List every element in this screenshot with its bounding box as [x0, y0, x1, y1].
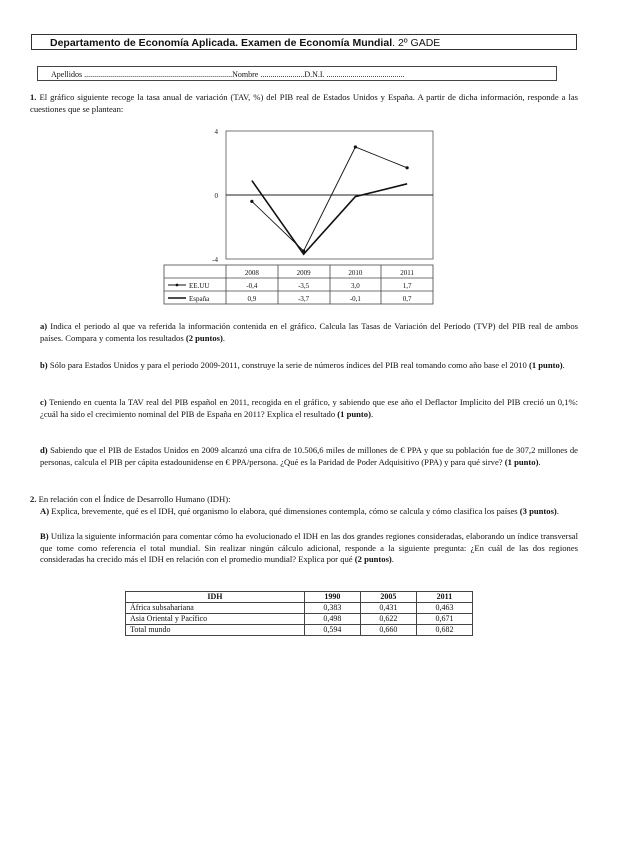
q1-b-label: b) — [40, 360, 48, 370]
x-tick-label: 2010 — [348, 269, 363, 277]
q1-a: a) Indica el periodo al que va referida la información contenida en el gráfico. Calcula las Tasas de Variación del Periodo (TVP) del PIB real de ambos países. Compara y comenta los resultados (2 puntos). — [40, 321, 578, 343]
y-tick-label: 0 — [214, 192, 218, 200]
idh-value-cell: 0,622 — [360, 614, 416, 625]
q1-c-label: c) — [40, 397, 47, 407]
idh-table-header — [126, 592, 473, 603]
idh-value-cell: 0,660 — [360, 625, 416, 636]
y-tick-label: 4 — [214, 128, 218, 136]
data-point — [302, 249, 305, 252]
plot-area — [226, 131, 433, 259]
idh-header-cell: IDH — [126, 592, 305, 603]
q2-b-text: Utiliza la siguiente información para comentar cómo ha evolucionado el IDH en las dos grandes regiones consideradas, elaborando un índice transversal que tome como referencia el total mundial. Sin realizar ningún cálculo adicional, responde a la siguiente pregunta: ¿En cuál de las dos regiones consideradas ha crecido más el IDH en relación con el promedio mundial? Explica por qué — [40, 531, 578, 565]
q2-b-points: (2 puntos) — [354, 554, 392, 565]
q2-a: A) Explica, brevemente, qué es el IDH, qué organismo lo elabora, qué dimensiones contempla, cómo se calcula y cómo clasifica los países (3 puntos). — [40, 506, 559, 516]
data-point — [354, 145, 357, 148]
q2-number: 2. — [30, 494, 37, 504]
idh-region-cell: África subsahariana — [126, 603, 305, 614]
x-tick-label: 2008 — [244, 269, 259, 277]
series-line-espana — [252, 181, 407, 255]
idh-header-cell: 2011 — [416, 592, 472, 603]
q1-b-points: (1 punto) — [528, 360, 563, 370]
exam-header — [31, 34, 577, 50]
table-row — [126, 625, 473, 636]
idh-value-cell: 0,431 — [360, 603, 416, 614]
table-row — [126, 614, 473, 625]
student-id-box — [37, 66, 557, 81]
data-label: 0,9 — [247, 295, 257, 303]
data-label: -0,4 — [246, 282, 258, 290]
idh-value-cell: 0,463 — [416, 603, 472, 614]
legend-marker — [176, 284, 179, 287]
data-point — [250, 200, 253, 203]
q1-a-text: Indica el periodo al que va referida la información contenida en el gráfico. Calcula las Tasas de Variación del Periodo (TVP) del PIB real de ambos países. Compara y comenta los resultados — [40, 321, 578, 343]
idh-value-cell: 0,383 — [304, 603, 360, 614]
q1-c-text: Teniendo en cuenta la TAV real del PIB español en 2011, recogida en el gráfico, y sabiendo que ese año el Deflactor Implícito del PIB creció un 0,1%: ¿cuál ha sido el crecimiento nominal del PIB de España en 2011? Explica el resultado — [40, 397, 578, 419]
q1-d-label: d) — [40, 445, 48, 455]
q1-b: b) Sólo para Estados Unidos y para el periodo 2009-2011, construye la serie de números índices del PIB real tomando como año base el 2010 (1 punto). — [40, 360, 565, 370]
exam-course: . 2º GADE — [392, 37, 441, 49]
x-tick-label: 2009 — [296, 269, 311, 277]
data-label: 0,7 — [402, 295, 412, 303]
q1-d: d) Sabiendo que el PIB de Estados Unidos en 2009 alcanzó una cifra de 10.506,6 miles de millones de € PPA y que su población fue de 307,2 millones de personas, calcula el PIB per cápita estadounidense en € PPA/persona. ¿Qué es la Paridad de Poder Adquisitivo (PPA) y para qué sirve? (1 punto). — [40, 445, 578, 467]
exam-title: Departamento de Economía Aplicada. Examen de Economía Mundial — [50, 37, 393, 49]
idh-value-cell: 0,682 — [416, 625, 472, 636]
idh-value-cell: 0,594 — [304, 625, 360, 636]
q1-intro-text: El gráfico siguiente recoge la tasa anual de variación (TAV, %) del PIB real de Estados Unidos y España. A partir de dicha información, responde a las cuestiones que se plantean: — [30, 92, 578, 114]
q1-intro — [30, 92, 578, 115]
student-id-label: Apellidos ..........................................................................Nombre ......................D.N.I. ....................................... — [51, 70, 405, 79]
series-line-eeuu — [252, 147, 407, 251]
q2-a-label: A) — [40, 506, 50, 516]
data-table-grid — [164, 265, 433, 304]
q2-b: B) Utiliza la siguiente información para comentar cómo ha evolucionado el IDH en las dos grandes regiones consideradas, elaborando un índice transversal que tome como referencia el total mundial. Sin realizar ningún cálculo adicional, responde a la siguiente pregunta: ¿En cuál de las dos regiones consideradas ha crecido más el IDH en relación con el promedio mundial? Explica por qué (2 puntos). — [40, 531, 578, 565]
y-tick-label: -4 — [212, 256, 218, 264]
data-label: -3,5 — [298, 282, 310, 290]
q1-d-points: (1 punto) — [504, 456, 539, 467]
q1-b-text: Sólo para Estados Unidos y para el periodo 2009-2011, construye la serie de números índices del PIB real tomando como año base el 2010 — [49, 360, 527, 370]
data-label: -3,7 — [298, 295, 310, 303]
series-group — [250, 145, 408, 254]
q2-intro-text: En relación con el Índice de Desarrollo Humano (IDH): — [38, 494, 231, 504]
q1-a-points: (2 puntos) — [185, 332, 223, 343]
data-point — [406, 166, 409, 169]
q1-d-text: Sabiendo que el PIB de Estados Unidos en 2009 alcanzó una cifra de 10.506,6 miles de millones de € PPA y que su población fue de 307,2 millones de personas, calcula el PIB per cápita estadounidense en € PPA/persona. ¿Qué es la Paridad de Poder Adquisitivo (PPA) y para qué sirve? — [40, 445, 578, 467]
legend-label: EE.UU — [189, 282, 210, 290]
q1-c: c) Teniendo en cuenta la TAV real del PIB español en 2011, recogida en el gráfico, y sabiendo que ese año el Deflactor Implícito del PIB creció un 0,1%: ¿cuál ha sido el crecimiento nominal del PIB de España en 2011? Explica el resultado (1 punto). — [40, 397, 578, 419]
q2-a-points: (3 puntos) — [519, 506, 557, 516]
data-table-cells — [168, 269, 414, 303]
q1-number: 1. — [30, 92, 37, 102]
data-label: 1,7 — [402, 282, 412, 290]
q2-a-text: Explica, brevemente, qué es el IDH, qué organismo lo elabora, qué dimensiones contempla, cómo se calcula y cómo clasifica los países — [51, 506, 518, 516]
idh-value-cell: 0,671 — [416, 614, 472, 625]
q1-a-label: a) — [40, 321, 48, 331]
y-ticks — [212, 128, 218, 264]
idh-region-cell: Total mundo — [126, 625, 305, 636]
data-label: 3,0 — [351, 282, 360, 290]
idh-table — [125, 591, 473, 636]
idh-header-cell: 1990 — [304, 592, 360, 603]
legend-label: España — [189, 295, 210, 303]
q1-c-points: (1 punto) — [337, 408, 371, 419]
idh-value-cell: 0,498 — [304, 614, 360, 625]
x-tick-label: 2011 — [400, 269, 414, 277]
q2-intro — [30, 494, 578, 506]
q2-b-label: B) — [40, 531, 49, 541]
data-label: -0,1 — [349, 295, 361, 303]
idh-header-cell: 2005 — [360, 592, 416, 603]
idh-region-cell: Asia Oriental y Pacífico — [126, 614, 305, 625]
table-row — [126, 603, 473, 614]
